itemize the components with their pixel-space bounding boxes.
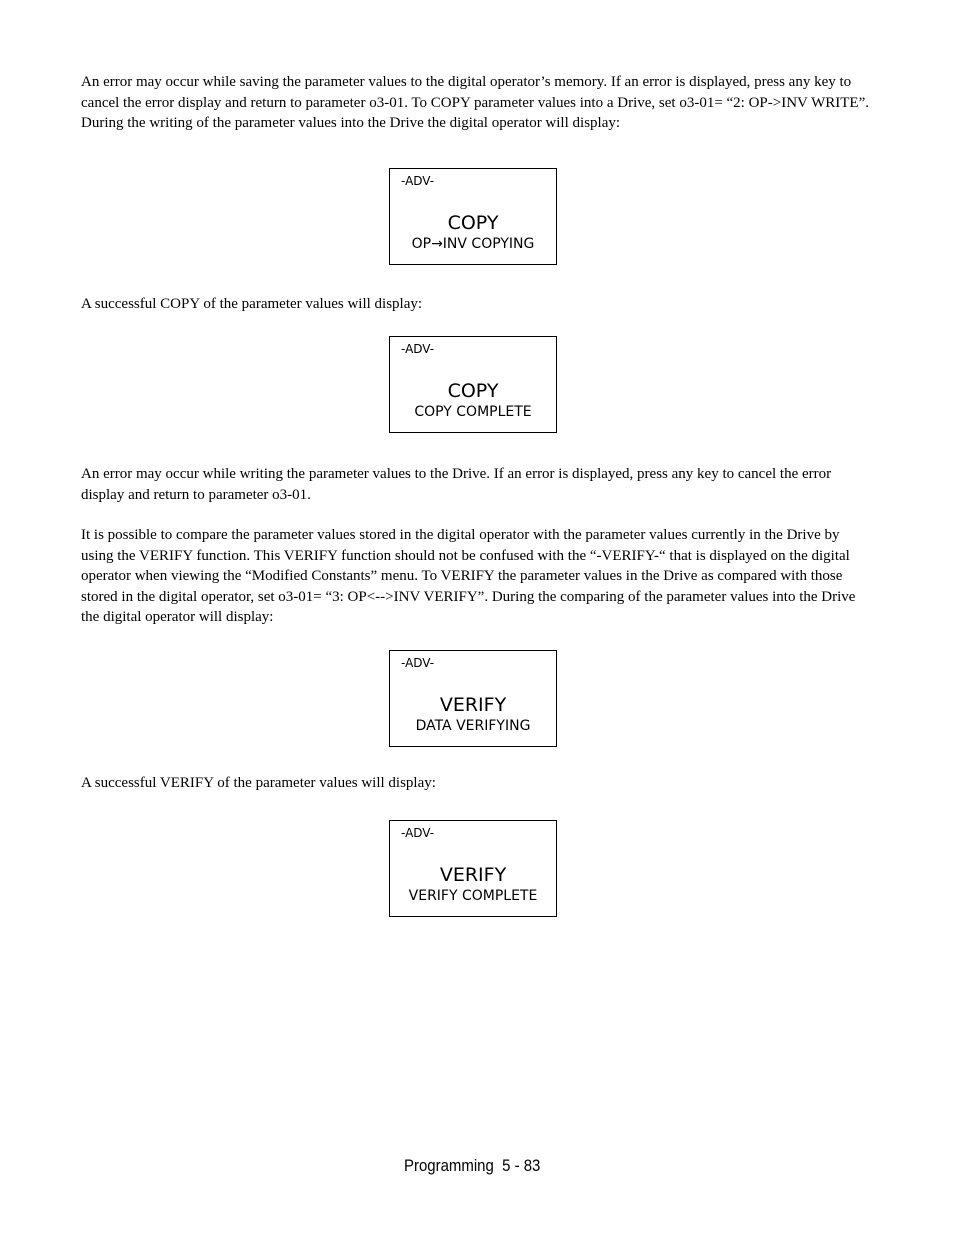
page-footer: Programming 5 - 83	[404, 1156, 541, 1175]
display-main-text: COPY	[447, 212, 499, 234]
operator-display-verifying	[389, 650, 557, 747]
display-main-text: COPY	[447, 380, 499, 402]
display-sub-text: COPY COMPLETE	[414, 404, 532, 420]
operator-display-copying	[389, 168, 557, 265]
paragraph-copy-intro: An error may occur while saving the parameter values to the digital operator’s memory. If an error is displayed, press any key to cancel the error display and return to parameter o3-01. To COPY parameter values into a Drive, set o3-01= “2: OP->INV WRITE”. During the writing of the parameter values into the Drive the digital operator will display:	[81, 74, 869, 131]
display-sub-text: VERIFY COMPLETE	[408, 888, 538, 904]
paragraph-copy-success: A successful COPY of the parameter values will display:	[81, 296, 423, 312]
display-mode-label: -ADV-	[401, 826, 435, 840]
display-sub-text: DATA VERIFYING	[415, 718, 531, 734]
operator-display-copy-complete	[389, 336, 557, 433]
paragraph-verify-success: A successful VERIFY of the parameter values will display:	[81, 775, 436, 791]
display-mode-label: -ADV-	[401, 656, 435, 670]
paragraph-write-error: An error may occur while writing the parameter values to the Drive. If an error is displayed, press any key to cancel the error display and return to parameter o3-01.	[81, 466, 832, 503]
display-main-text: VERIFY	[439, 864, 507, 886]
display-main-text: VERIFY	[439, 694, 507, 716]
paragraph-verify-intro: It is possible to compare the parameter values stored in the digital operator with the parameter values currently in the Drive by using the VERIFY function. This VERIFY function should not be confused with the “-VERIFY-“ that is displayed on the digital operator when viewing the “Modified Constants” menu. To VERIFY the parameter values in the Drive as compared with those stored in the digital operator, set o3-01= “3: OP<-->INV VERIFY”. During the comparing of the parameter values into the Drive the digital operator will display:	[81, 527, 856, 625]
display-sub-text: OP→INV COPYING	[411, 236, 535, 252]
display-mode-label: -ADV-	[401, 174, 435, 188]
display-mode-label: -ADV-	[401, 342, 435, 356]
operator-display-verify-complete	[389, 820, 557, 917]
